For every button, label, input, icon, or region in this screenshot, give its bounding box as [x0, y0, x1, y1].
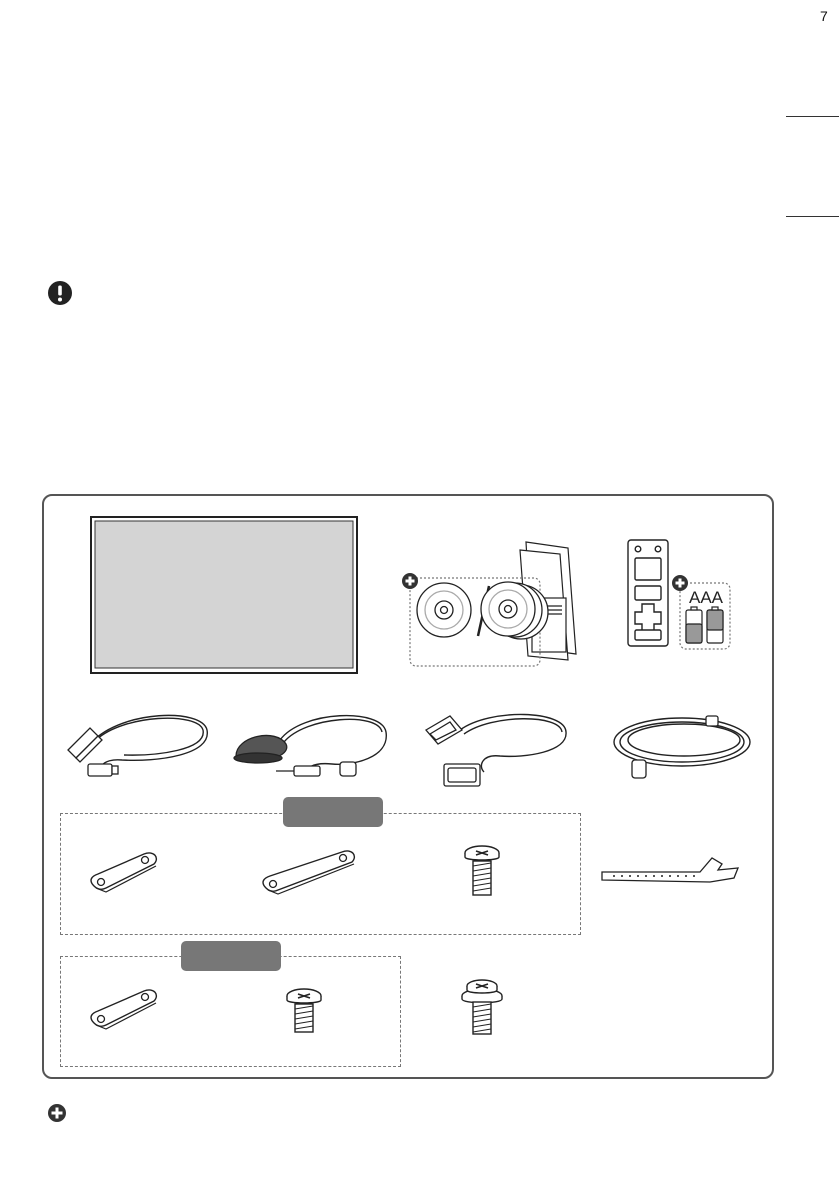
- screw-icon: [284, 986, 324, 1036]
- remote-control-icon: [628, 540, 668, 646]
- cable-tie-icon: [600, 852, 742, 888]
- side-rule-bottom: [786, 216, 839, 217]
- battery-type-label: AAA: [688, 588, 724, 607]
- exclamation-circle-icon: [47, 280, 73, 306]
- usb-connector-icon: [68, 728, 118, 776]
- remote-and-batteries-illustration: [620, 536, 740, 654]
- cd-icon-left: [417, 583, 471, 637]
- washer-screw-icon: [460, 976, 504, 1038]
- monitor-illustration: [90, 516, 358, 674]
- group-1-tab-label: [283, 797, 383, 827]
- cd-icon-right: [481, 582, 548, 639]
- rgb-cable-illustration: [420, 700, 570, 795]
- power-cord-illustration: [610, 700, 755, 785]
- page-number: 7: [820, 8, 829, 24]
- group-2-tab-label: [181, 941, 281, 971]
- ir-receiver-cable-illustration: [232, 700, 392, 790]
- aaa-battery-icon: [686, 607, 723, 643]
- bracket-plate-icon: [88, 848, 160, 892]
- side-rule-top: [786, 116, 839, 117]
- cd-and-manual-illustration: [400, 536, 585, 672]
- screw-icon: [462, 843, 502, 899]
- plus-circle-icon: [672, 575, 688, 591]
- plus-circle-icon: [47, 1103, 67, 1123]
- plus-circle-icon: [402, 573, 418, 589]
- d-sub-connector-icon: [426, 716, 480, 786]
- long-bracket-plate-icon: [260, 846, 358, 894]
- usb-cable-illustration: [62, 700, 212, 790]
- ir-receiver-icon: [234, 735, 287, 763]
- bracket-plate-icon: [88, 985, 160, 1029]
